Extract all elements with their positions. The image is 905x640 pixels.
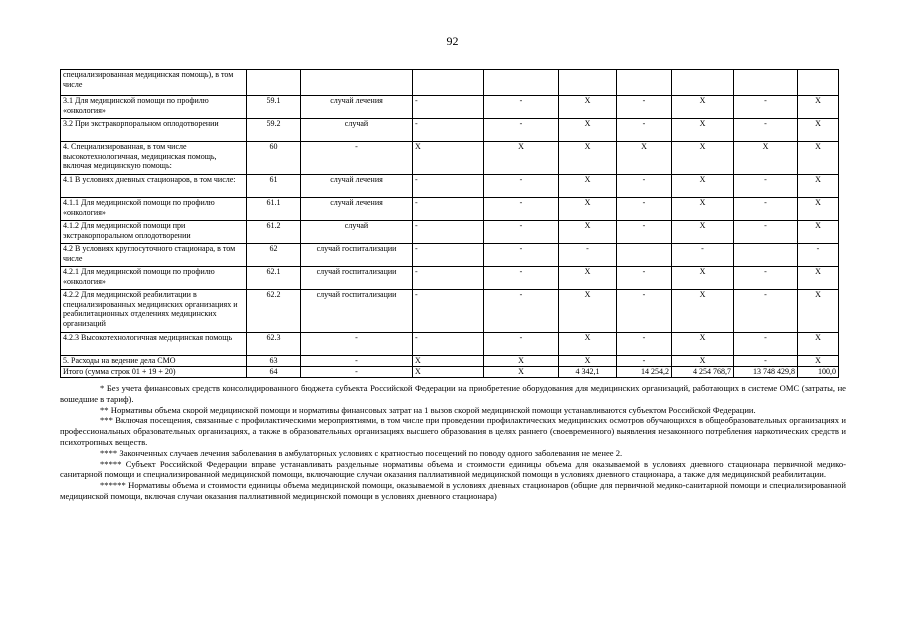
value-cell: - <box>617 96 672 119</box>
value-cell: - <box>734 198 798 221</box>
row-name-cell: 4.1 В условиях дневных стационаров, в том числе: <box>61 175 247 198</box>
value-cell: X <box>672 142 734 175</box>
value-cell: - <box>484 267 559 290</box>
row-name-cell: Итого (сумма строк 01 + 19 + 20) <box>61 367 247 378</box>
row-code-cell: 61.1 <box>247 198 301 221</box>
empty-cell: - <box>413 333 484 356</box>
row-name-cell: специализированная медицинская помощь), в том числе <box>61 70 247 96</box>
value-cell: 14 254,2 <box>617 367 672 378</box>
row-code-cell: 64 <box>247 367 301 378</box>
footnote-paragraph: ***** Субъект Российской Федерации вправе устанавливать раздельные нормативы объема и стоимости единицы объема для оказываемой в условиях дневного стационара первичной медико-санитарной помощи и специализированной медицинской помощи, включающие случаи оказания паллиативной медицинской помощи в условиях дневного стационара, а также для медицинской реабилитации. <box>60 458 846 480</box>
table-row <box>61 119 839 142</box>
row-code-cell: 62.2 <box>247 290 301 333</box>
table-row <box>61 142 839 175</box>
row-unit-cell: случай лечения <box>301 96 413 119</box>
table-row <box>61 367 839 378</box>
value-cell: X <box>798 267 839 290</box>
empty-cell: X <box>413 356 484 367</box>
value-cell: - <box>734 333 798 356</box>
row-code-cell: 62 <box>247 244 301 267</box>
value-cell: X <box>617 142 672 175</box>
row-name-cell: 3.1 Для медицинской помощи по профилю «онкология» <box>61 96 247 119</box>
empty-cell: - <box>413 290 484 333</box>
value-cell: X <box>734 142 798 175</box>
value-cell: - <box>734 356 798 367</box>
value-cell: X <box>798 333 839 356</box>
row-code-cell: 62.1 <box>247 267 301 290</box>
value-cell <box>798 70 839 96</box>
row-code-cell <box>247 70 301 96</box>
norms-table <box>60 69 839 378</box>
value-cell: X <box>798 221 839 244</box>
value-cell: X <box>484 367 559 378</box>
value-cell: - <box>484 119 559 142</box>
footnote-paragraph: **** Законченных случаев лечения заболевания в амбулаторных условиях с кратностью посещений по поводу одного заболевания не менее 2. <box>100 447 623 458</box>
value-cell: - <box>484 198 559 221</box>
footnote-paragraph: *** Включая посещения, связанные с профилактическими мероприятиями, в том числе при проведении профилактических медицинских осмотров обучающихся в общеобразовательных организациях и профессиональных образовательных организациях, а также в образовательных организациях высшего образования в целях раннего (своевременного) выявления незаконного потребления наркотических средств и психотропных веществ. <box>60 415 846 447</box>
value-cell: X <box>798 356 839 367</box>
row-code-cell: 59.2 <box>247 119 301 142</box>
row-unit-cell: - <box>301 356 413 367</box>
row-name-cell: 4.2.1 Для медицинской помощи по профилю «онкология» <box>61 267 247 290</box>
value-cell: X <box>484 356 559 367</box>
row-name-cell: 4.1.1 Для медицинской помощи по профилю «онкология» <box>61 198 247 221</box>
footnote-paragraph: ** Нормативы объема скорой медицинской помощи и нормативы финансовых затрат на 1 вызов скорой медицинской помощи устанавливаются субъектом Российской Федерации. <box>100 404 756 415</box>
row-unit-cell <box>301 70 413 96</box>
table-row <box>61 267 839 290</box>
empty-cell: X <box>413 367 484 378</box>
empty-cell <box>413 70 484 96</box>
value-cell: X <box>559 142 617 175</box>
value-cell: - <box>484 333 559 356</box>
table-row <box>61 175 839 198</box>
row-name-cell: 4.2.3 Высокотехнологичная медицинская помощь <box>61 333 247 356</box>
row-name-cell: 5. Расходы на ведение дела СМО <box>61 356 247 367</box>
empty-cell: - <box>413 244 484 267</box>
value-cell: X <box>672 119 734 142</box>
value-cell: X <box>672 175 734 198</box>
footnote-paragraph: * Без учета финансовых средств консолидированного бюджета субъекта Российской Федерации на приобретение оборудования для медицинских организаций, работающих в системе ОМС (затраты, не вошедшие в тариф). <box>60 383 846 404</box>
value-cell: - <box>617 333 672 356</box>
value-cell: - <box>734 175 798 198</box>
value-cell: - <box>484 175 559 198</box>
value-cell: X <box>798 175 839 198</box>
table-row <box>61 70 839 96</box>
empty-cell: - <box>413 267 484 290</box>
row-code-cell: 61.2 <box>247 221 301 244</box>
value-cell: - <box>617 290 672 333</box>
value-cell: X <box>672 333 734 356</box>
value-cell: X <box>559 267 617 290</box>
value-cell: - <box>484 96 559 119</box>
row-unit-cell: случай госпитализации <box>301 267 413 290</box>
value-cell <box>617 244 672 267</box>
value-cell: - <box>734 290 798 333</box>
empty-cell: - <box>413 96 484 119</box>
table-row <box>61 356 839 367</box>
empty-cell: - <box>413 198 484 221</box>
row-code-cell: 61 <box>247 175 301 198</box>
value-cell: 100,0 <box>798 367 839 378</box>
value-cell: X <box>798 290 839 333</box>
value-cell: - <box>734 96 798 119</box>
value-cell <box>484 70 559 96</box>
value-cell: X <box>672 267 734 290</box>
row-name-cell: 4.2 В условиях круглосуточного стационара, в том числе <box>61 244 247 267</box>
value-cell <box>734 70 798 96</box>
row-unit-cell: случай <box>301 221 413 244</box>
table-row <box>61 221 839 244</box>
value-cell: - <box>617 119 672 142</box>
value-cell: - <box>672 244 734 267</box>
row-unit-cell: случай госпитализации <box>301 290 413 333</box>
value-cell: - <box>734 221 798 244</box>
row-name-cell: 4.2.2 Для медицинской реабилитации в специализированных медицинских организациях и реабилитационных отделениях медицинских организаций <box>61 290 247 333</box>
value-cell: - <box>617 267 672 290</box>
row-unit-cell: - <box>301 333 413 356</box>
row-unit-cell: случай лечения <box>301 198 413 221</box>
value-cell: X <box>672 290 734 333</box>
value-cell: - <box>734 119 798 142</box>
value-cell <box>617 70 672 96</box>
empty-cell: - <box>413 119 484 142</box>
value-cell: X <box>484 142 559 175</box>
value-cell: - <box>484 290 559 333</box>
value-cell: - <box>617 175 672 198</box>
footnotes <box>60 383 846 502</box>
empty-cell: - <box>413 221 484 244</box>
value-cell: X <box>559 356 617 367</box>
value-cell: X <box>672 198 734 221</box>
value-cell: - <box>617 356 672 367</box>
value-cell: - <box>798 244 839 267</box>
value-cell: - <box>559 244 617 267</box>
page-number: 92 <box>446 34 459 48</box>
row-code-cell: 59.1 <box>247 96 301 119</box>
row-unit-cell: случай лечения <box>301 175 413 198</box>
value-cell: - <box>484 221 559 244</box>
table-row <box>61 290 839 333</box>
empty-cell: - <box>413 175 484 198</box>
value-cell: X <box>559 333 617 356</box>
value-cell: - <box>617 221 672 244</box>
value-cell: X <box>559 175 617 198</box>
table-row <box>61 333 839 356</box>
value-cell <box>734 244 798 267</box>
row-code-cell: 62.3 <box>247 333 301 356</box>
row-name-cell: 4.1.2 Для медицинской помощи при экстракорпоральном оплодотворении <box>61 221 247 244</box>
value-cell: X <box>559 290 617 333</box>
row-unit-cell: случай госпитализации <box>301 244 413 267</box>
row-name-cell: 4. Специализированная, в том числе высокотехнологичная, медицинская помощь, включая медицинскую помощь: <box>61 142 247 175</box>
value-cell: 13 748 429,8 <box>734 367 798 378</box>
value-cell: X <box>559 221 617 244</box>
value-cell: 4 254 768,7 <box>672 367 734 378</box>
value-cell: X <box>559 96 617 119</box>
value-cell: X <box>672 221 734 244</box>
value-cell: X <box>798 142 839 175</box>
value-cell: X <box>672 356 734 367</box>
footnote-paragraph: ****** Нормативы объема и стоимости единицы объема медицинской помощи, оказываемой в условиях дневных стационаров (общие для первичной медико-санитарной помощи и специализированной медицинской помощи, включая случаи оказания паллиативной медицинской помощи в условиях дневного стационара) <box>60 480 846 501</box>
row-unit-cell: случай <box>301 119 413 142</box>
value-cell <box>559 70 617 96</box>
table-row <box>61 244 839 267</box>
row-name-cell: 3.2 При экстракорпоральном оплодотворении <box>61 119 247 142</box>
value-cell: X <box>559 198 617 221</box>
row-code-cell: 60 <box>247 142 301 175</box>
value-cell <box>672 70 734 96</box>
empty-cell: X <box>413 142 484 175</box>
value-cell: X <box>798 119 839 142</box>
value-cell: X <box>798 198 839 221</box>
value-cell: 4 342,1 <box>559 367 617 378</box>
table-row <box>61 96 839 119</box>
value-cell: - <box>617 198 672 221</box>
value-cell: - <box>734 267 798 290</box>
row-unit-cell: - <box>301 142 413 175</box>
row-code-cell: 63 <box>247 356 301 367</box>
value-cell: - <box>484 244 559 267</box>
value-cell: X <box>798 96 839 119</box>
row-unit-cell: - <box>301 367 413 378</box>
table-row <box>61 198 839 221</box>
value-cell: X <box>672 96 734 119</box>
value-cell: X <box>559 119 617 142</box>
